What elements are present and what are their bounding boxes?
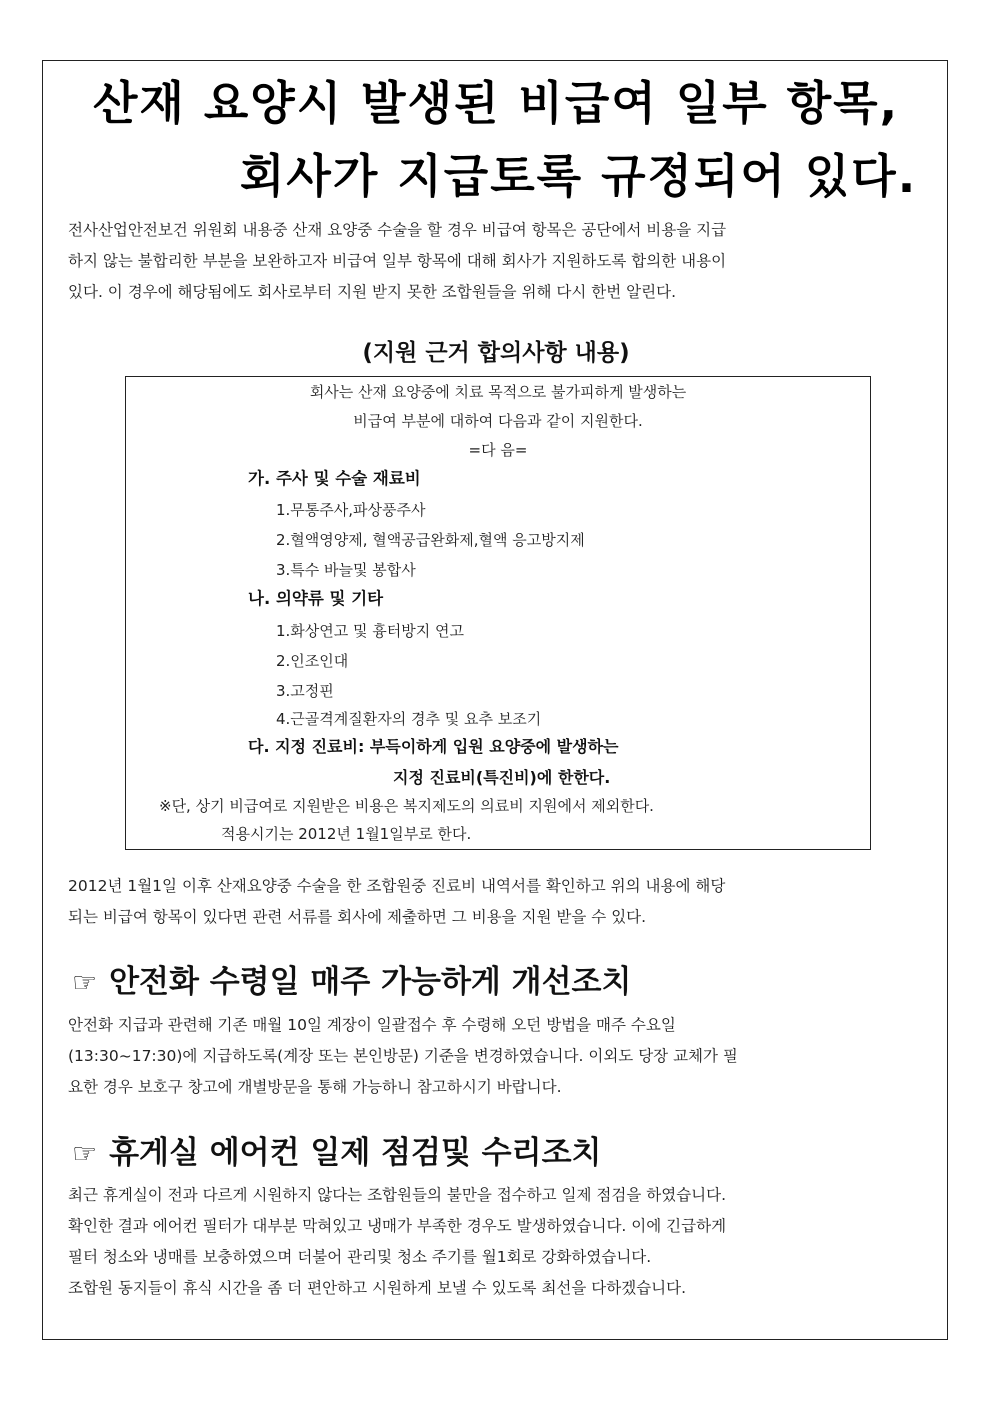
intro-line: 있다. 이 경우에 해당됨에도 회사로부터 지원 받지 못한 조합원들을 위해 다시 한번 알린다. xyxy=(68,283,677,301)
section-line: (13:30~17:30)에 지급하도록(계장 또는 본인방문) 기준을 변경하였습니다. 이외도 당장 교체가 필 xyxy=(68,1047,738,1065)
section-line: 조합원 동지들이 휴식 시간을 좀 더 편안하고 시원하게 보낼 수 있도록 최선을 다하겠습니다. xyxy=(68,1279,687,1297)
followup-line: 2012년 1월1일 이후 산재요양중 수술을 한 조합원중 진료비 내역서를 확인하고 위의 내용에 해당 xyxy=(68,877,726,895)
section-heading-aircon xyxy=(72,1133,601,1174)
section-title: 안전화 수령일 매주 가능하게 개선조치 xyxy=(109,964,632,1000)
preamble-line: 회사는 산재 요양중에 치료 목적으로 불가피하게 발생하는 xyxy=(309,383,687,401)
category-c-label: 다. 지정 진료비: 부득이하게 입원 요양중에 발생하는 xyxy=(248,737,619,756)
pointing-hand-icon: ☞ xyxy=(72,966,98,999)
headline-line-2: 회사가 지급토록 규정되어 있다. xyxy=(240,149,918,203)
category-item: 1.무통주사,파상풍주사 xyxy=(276,501,426,519)
section-heading-safety-shoes xyxy=(72,962,631,1003)
exclusion-note: ※단, 상기 비급여로 지원받은 비용은 복지제도의 의료비 지원에서 제외한다. xyxy=(159,797,654,815)
aircon-paragraph xyxy=(68,1180,924,1304)
section-line: 최근 휴게실이 전과 다르게 시원하지 않다는 조합원들의 불만을 접수하고 일제 점검을 하였습니다. xyxy=(68,1186,727,1204)
effective-date: 적용시기는 2012년 1월1일부로 한다. xyxy=(221,825,472,843)
section-title: 휴게실 에어컨 일제 점검및 수리조치 xyxy=(109,1135,602,1171)
category-a-label: 가. 주사 및 수술 재료비 xyxy=(248,469,421,488)
followup-paragraph xyxy=(68,871,924,933)
safety-shoes-paragraph xyxy=(68,1010,924,1103)
category-item: 1.화상연고 및 흉터방지 연고 xyxy=(276,622,465,640)
section-line: 확인한 결과 에어컨 필터가 대부분 막혀있고 냉매가 부족한 경우도 발생하였습니다. 이에 긴급하게 xyxy=(68,1217,727,1235)
followup-line: 되는 비급여 항목이 있다면 관련 서류를 회사에 제출하면 그 비용을 지원 받을 수 있다. xyxy=(68,908,647,926)
intro-line: 전사산업안전보건 위원회 내용중 산재 요양중 수술을 할 경우 비급여 항목은 공단에서 비용을 지급 xyxy=(68,221,727,239)
agreement-heading: (지원 근거 합의사항 내용) xyxy=(362,340,630,366)
section-line: 필터 청소와 냉매를 보충하였으며 더불어 관리및 청소 주기를 월1회로 강화하였습니다. xyxy=(68,1248,652,1266)
category-item: 3.고정핀 xyxy=(276,682,334,700)
category-item: 3.특수 바늘및 봉합사 xyxy=(276,561,416,579)
headline-line-1: 산재 요양시 발생된 비급여 일부 항목, xyxy=(92,76,900,130)
category-item: 4.근골격계질환자의 경추 및 요추 보조기 xyxy=(276,710,542,728)
intro-line: 하지 않는 불합리한 부분을 보완하고자 비급여 일부 항목에 대해 회사가 지원하도록 합의한 내용이 xyxy=(68,252,727,270)
category-item: 지정 진료비(특진비)에 한한다. xyxy=(393,768,611,787)
category-item: 2.인조인대 xyxy=(276,652,349,670)
agreement-box xyxy=(125,376,871,850)
section-line: 요한 경우 보호구 창고에 개별방문을 통해 가능하니 참고하시기 바랍니다. xyxy=(68,1078,562,1096)
notice-marker: =다 음= xyxy=(468,441,528,459)
pointing-hand-icon: ☞ xyxy=(72,1137,98,1170)
intro-paragraph xyxy=(68,215,924,308)
preamble-line: 비급여 부분에 대하여 다음과 같이 지원한다. xyxy=(353,412,643,430)
category-b-label: 나. 의약류 및 기타 xyxy=(248,589,384,608)
section-line: 안전화 지급과 관련해 기존 매월 10일 계장이 일괄접수 후 수령해 오던 방법을 매주 수요일 xyxy=(68,1016,676,1034)
category-item: 2.혈액영양제, 혈액공급완화제,혈액 응고방지제 xyxy=(276,531,585,549)
